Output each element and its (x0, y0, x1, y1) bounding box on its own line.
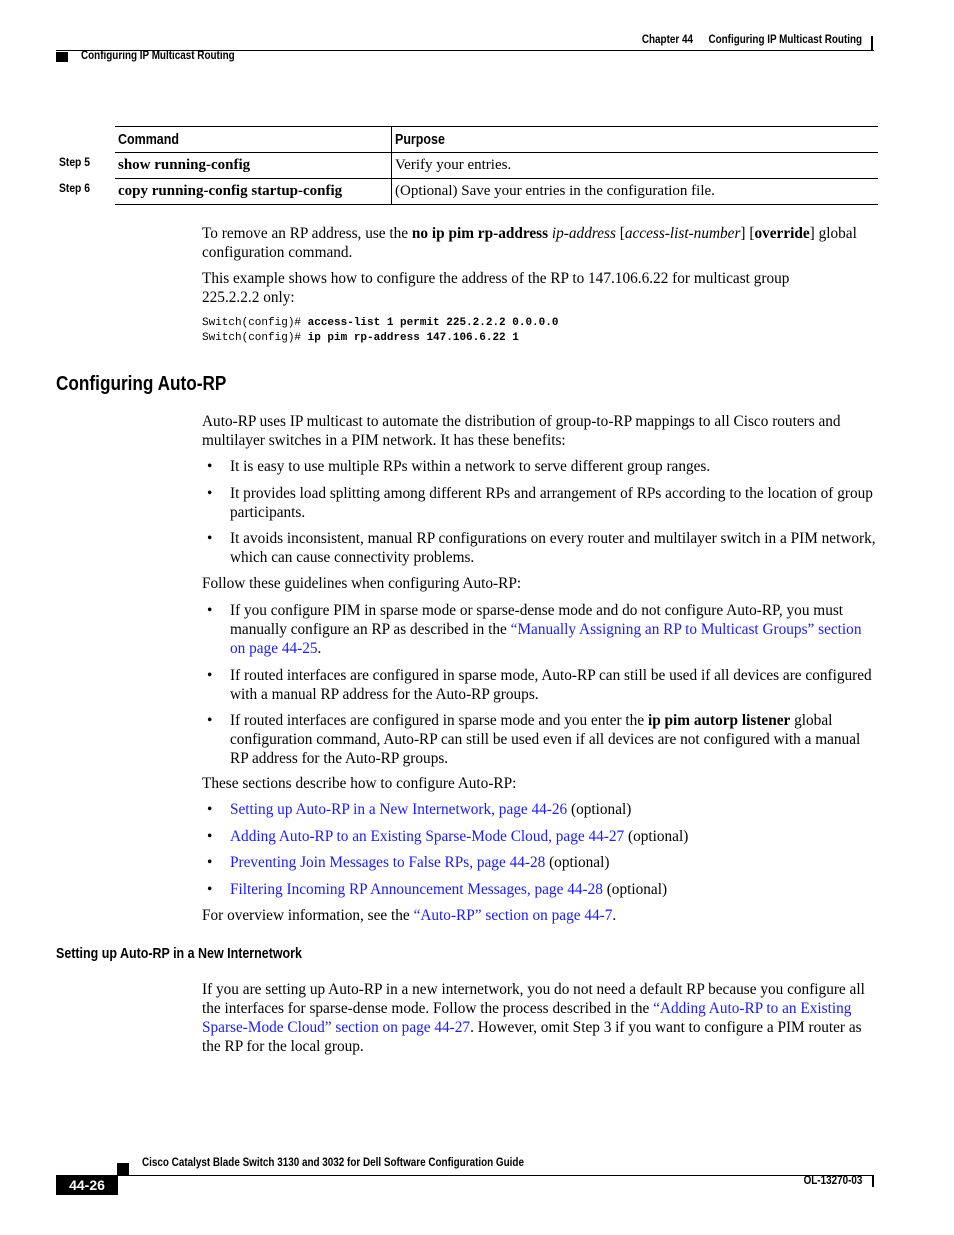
list-item: • It is easy to use multiple RPs within a network to serve different group ranges. (202, 457, 878, 476)
list-item: • If routed interfaces are configured in sparse mode and you enter the ip pim autorp listener global configuration command, Auto-RP can still be used even if all devices are not configured with a manual RP address for the Auto-RP groups. (202, 711, 878, 768)
link-adding-auto-rp[interactable]: Adding Auto-RP to an Existing Sparse-Mode Cloud, page 44-27 (230, 827, 625, 845)
column-header-command: Command (115, 127, 392, 153)
remove-rp-paragraph: To remove an RP address, use the no ip pim rp-address ip-address [access-list-number] [override] global configuration command. (202, 225, 857, 261)
sections-intro: These sections describe how to configure Auto-RP: (202, 775, 517, 792)
code-block: Switch(config)# access-list 1 permit 225.2.2.2 0.0.0.0 Switch(config)# ip pim rp-address 147.106.6.22 1 (202, 317, 559, 344)
table-row (115, 153, 878, 179)
list-item: • If routed interfaces are configured in sparse mode, Auto-RP can still be used if all devices are configured with a manual RP address for the Auto-RP groups. (202, 666, 878, 704)
benefits-list (202, 457, 878, 575)
purpose-cell: Verify your entries. (395, 157, 512, 173)
command-text: no ip pim rp-address (411, 225, 549, 242)
link-setting-up-auto-rp[interactable]: Setting up Auto-RP in a New Internetwork, page 44-26 (230, 801, 568, 818)
footer-rule (56, 1175, 874, 1176)
section-heading: Configuring Auto-RP (56, 373, 227, 395)
table-row (115, 179, 878, 205)
column-header-purpose: Purpose (395, 131, 445, 148)
link-auto-rp-overview[interactable]: “Auto-RP” section on page 44-7 (413, 907, 613, 924)
guidelines-intro: Follow these guidelines when configuring Auto-RP: (202, 575, 522, 592)
header-marker (56, 52, 68, 62)
command-cell: copy running-config startup-config (115, 179, 392, 205)
list-item: • Setting up Auto-RP in a New Internetwork, page 44-26 (optional) (202, 800, 878, 819)
list-item: • Preventing Join Messages to False RPs, page 44-28 (optional) (202, 853, 878, 872)
footer-marker (117, 1163, 129, 1175)
sections-list (202, 800, 878, 906)
command-cell: show running-config (115, 153, 392, 179)
list-item: • Filtering Incoming RP Announcement Messages, page 44-28 (optional) (202, 880, 878, 899)
chapter-label: Chapter 44 (641, 34, 693, 46)
running-header-section: Configuring IP Multicast Routing (81, 50, 235, 62)
running-header-chapter (642, 34, 862, 46)
overview-paragraph: For overview information, see the “Auto-RP” section on page 44-7. (202, 907, 617, 924)
footer-tick (872, 1175, 874, 1187)
guidelines-list (202, 601, 878, 776)
example-intro: This example shows how to configure the address of the RP to 147.106.6.22 for multicast group 225.2.2.2 only: (202, 270, 790, 306)
command-table (115, 126, 878, 205)
section-intro: Auto-RP uses IP multicast to automate the distribution of group-to-RP mappings to all Cisco routers and multilayer switches in a PIM network. It has these benefits: (202, 413, 841, 449)
link-filtering-rp[interactable]: Filtering Incoming RP Announcement Messages, page 44-28 (230, 880, 603, 898)
doc-number: OL-13270-03 (803, 1175, 862, 1187)
list-item: • It provides load splitting among different RPs and arrangement of RPs according to the location of group participants. (202, 484, 878, 522)
subsection-heading: Setting up Auto-RP in a New Internetwork (56, 946, 302, 962)
link-manual-rp[interactable]: “Manually Assigning an RP to Multicast Groups” section on page 44-25 (230, 621, 862, 657)
step-label: Step 5 (59, 155, 90, 169)
link-adding-auto-rp-section[interactable]: “Adding Auto-RP to an Existing Sparse-Mode Cloud” section on page 44-27 (202, 1000, 852, 1036)
purpose-cell: (Optional) Save your entries in the configuration file. (395, 183, 715, 199)
header-tick (871, 36, 873, 50)
table-header-row (115, 127, 878, 153)
list-item: • If you configure PIM in sparse mode or sparse-dense mode and do not configure Auto-RP, you must manually configure an RP as described in the “Manually Assigning an RP to Multicast Groups” section on page 44-25. (202, 601, 878, 658)
link-preventing-join[interactable]: Preventing Join Messages to False RPs, page 44-28 (230, 854, 546, 871)
list-item: • Adding Auto-RP to an Existing Sparse-Mode Cloud, page 44-27 (optional) (202, 827, 878, 846)
subsection-paragraph: If you are setting up Auto-RP in a new internetwork, you do not need a default RP because you configure all the interfaces for sparse-dense mode. Follow the process described in the “Adding Auto-RP to an Existing Sparse-Mode Cloud” section on page 44-27. However, omit Step 3 if you want to configure a PIM router as the RP for the local group. (202, 981, 865, 1055)
footer-guide-title: Cisco Catalyst Blade Switch 3130 and 3032 for Dell Software Configuration Guide (142, 1157, 524, 1169)
chapter-title: Configuring IP Multicast Routing (708, 34, 862, 46)
step-label: Step 6 (59, 181, 90, 195)
list-item: • It avoids inconsistent, manual RP configurations on every router and multilayer switch in a PIM network, which can cause connectivity problems. (202, 529, 878, 567)
page-number: 44-26 (56, 1175, 118, 1195)
